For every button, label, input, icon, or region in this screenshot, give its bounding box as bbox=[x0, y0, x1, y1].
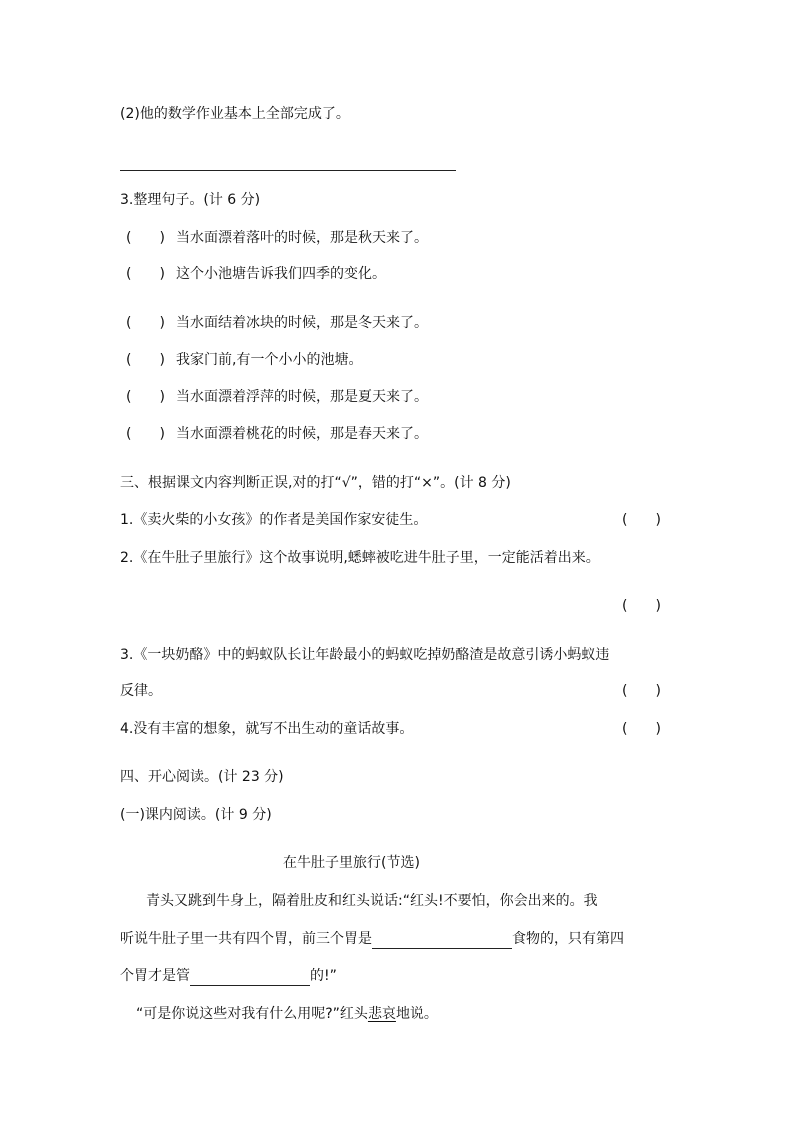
part-4-heading: 四、开心阅读。(计 23 分) bbox=[120, 769, 284, 785]
judge-question-3-line2: 反律。 bbox=[120, 683, 162, 699]
underlined-word: 悲哀 bbox=[367, 1006, 396, 1022]
judge-paren-4[interactable]: ( ) bbox=[622, 721, 661, 737]
passage-line-4 bbox=[136, 1004, 438, 1024]
answer-line[interactable] bbox=[120, 170, 456, 171]
reorder-sentence: 我家门前,有一个小小的池塘。 bbox=[176, 352, 363, 368]
part-4-subheading: (一)课内阅读。(计 9 分) bbox=[120, 807, 272, 823]
passage-text: 听说牛肚子里一共有四个胃，前三个胃是 bbox=[120, 931, 372, 947]
passage-text: “可是你说这些对我有什么用呢?”红头 bbox=[136, 1006, 368, 1022]
passage-line-1: 青头又跳到牛身上，隔着肚皮和红头说话:“红头!不要怕，你会出来的。我 bbox=[146, 893, 598, 909]
fill-blank-1[interactable] bbox=[372, 932, 512, 949]
judge-question-3-line1: 3.《一块奶酪》中的蚂蚁队长让年龄最小的蚂蚁吃掉奶酪渣是故意引诱小蚂蚁违 bbox=[120, 647, 610, 663]
judge-question-2: 2.《在牛肚子里旅行》这个故事说明,蟋蟀被吃进牛肚子里，一定能活着出来。 bbox=[120, 550, 600, 566]
reorder-sentence: 当水面漂着落叶的时候，那是秋天来了。 bbox=[176, 230, 428, 246]
passage-text: 食物的，只有第四 bbox=[512, 931, 624, 947]
judge-paren-2[interactable]: ( ) bbox=[622, 598, 661, 614]
order-paren[interactable]: ( ) bbox=[126, 266, 165, 282]
order-paren[interactable]: ( ) bbox=[126, 389, 165, 405]
judge-paren-1[interactable]: ( ) bbox=[622, 512, 661, 528]
reorder-sentence: 当水面漂着桃花的时候，那是春天来了。 bbox=[176, 426, 428, 442]
sentence-item-2: (2)他的数学作业基本上全部完成了。 bbox=[120, 106, 350, 122]
passage-line-2 bbox=[120, 929, 624, 949]
part-3-heading: 三、根据课文内容判断正误,对的打“√”，错的打“×”。(计 8 分) bbox=[120, 475, 511, 491]
section-3-heading: 3.整理句子。(计 6 分) bbox=[120, 192, 261, 208]
judge-paren-3[interactable]: ( ) bbox=[622, 683, 661, 699]
fill-blank-2[interactable] bbox=[190, 969, 310, 986]
passage-title: 在牛肚子里旅行(节选) bbox=[283, 855, 420, 871]
judge-question-4: 4.没有丰富的想象，就写不出生动的童话故事。 bbox=[120, 721, 414, 737]
order-paren[interactable]: ( ) bbox=[126, 426, 165, 442]
passage-text: 个胃才是管 bbox=[120, 968, 190, 984]
reorder-sentence: 当水面漂着浮萍的时候，那是夏天来了。 bbox=[176, 389, 428, 405]
reorder-sentence: 这个小池塘告诉我们四季的变化。 bbox=[176, 266, 386, 282]
passage-text: 地说。 bbox=[395, 1006, 438, 1022]
order-paren[interactable]: ( ) bbox=[126, 230, 165, 246]
passage-line-3 bbox=[120, 966, 337, 986]
order-paren[interactable]: ( ) bbox=[126, 315, 165, 331]
reorder-sentence: 当水面结着冰块的时候，那是冬天来了。 bbox=[176, 315, 428, 331]
order-paren[interactable]: ( ) bbox=[126, 352, 165, 368]
judge-question-1: 1.《卖火柴的小女孩》的作者是美国作家安徒生。 bbox=[120, 512, 428, 528]
passage-text: 的!” bbox=[310, 968, 337, 984]
